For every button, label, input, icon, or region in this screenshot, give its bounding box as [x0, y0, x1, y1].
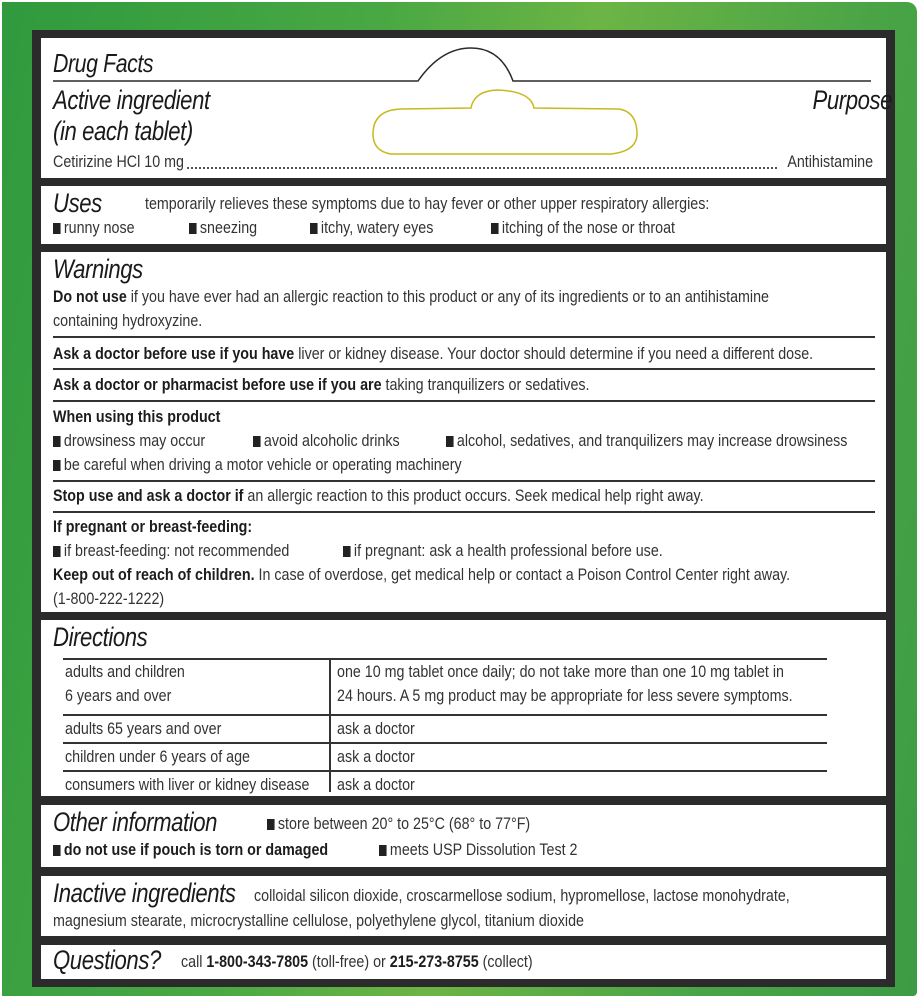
who-cell: consumers with liver or kidney disease: [65, 775, 310, 794]
stop-use-text: Stop use and ask a doctor if an allergic reaction to this product occurs. Seek medical help right away.: [53, 486, 704, 505]
uses-list: [53, 218, 873, 242]
tollfree-phone: 1-800-343-7805: [206, 952, 309, 971]
bullet-square-icon: [53, 436, 61, 447]
pregnant-item: if pregnant: ask a health professional before use.: [343, 541, 663, 561]
divider: [53, 400, 875, 402]
purpose-heading: Purpose: [812, 85, 892, 115]
questions-heading: Questions?: [53, 945, 161, 975]
uses-intro: temporarily relieves these symptoms due to hay fever or other upper respiratory allergies:: [145, 194, 710, 213]
divider: [53, 336, 875, 338]
warnings-heading: Warnings: [53, 254, 143, 284]
ask-doctor-text: Ask a doctor before use if you have liver or kidney disease. Your doctor should determine if you need a different dose.: [53, 344, 814, 363]
when-using-heading: When using this product: [53, 407, 221, 426]
table-row-rule: [63, 742, 827, 744]
divider: [53, 480, 875, 482]
when-using-item: alcohol, sedatives, and tranquilizers may increase drowsiness: [446, 431, 847, 451]
when-using-item: avoid alcoholic drinks: [253, 431, 400, 451]
other-info-heading: Other information: [53, 807, 218, 837]
table-row-rule: [63, 770, 827, 772]
bullet-square-icon: [53, 460, 61, 471]
package-background: [2, 2, 917, 996]
bullet-square-icon: [267, 819, 275, 830]
uses-item: itching of the nose or throat: [491, 218, 675, 238]
drug-facts-frame: [32, 30, 895, 987]
tablet-window-icon: [373, 90, 637, 154]
other-info-item: do not use if pouch is torn or damaged: [53, 840, 328, 860]
dose-cell-cont: 24 hours. A 5 mg product may be appropriate for less severe symptoms.: [337, 686, 793, 705]
pregnant-item: if breast-feeding: not recommended: [53, 541, 289, 561]
bullet-square-icon: [379, 845, 387, 856]
poison-control-phone: (1-800-222-1222): [53, 589, 165, 608]
dose-cell: ask a doctor: [337, 747, 415, 766]
leader-dots: [163, 167, 777, 169]
bullet-square-icon: [253, 436, 261, 447]
uses-heading: Uses: [53, 188, 102, 218]
inactive-ingredients-list-cont: magnesium stearate, microcrystalline cellulose, polyethylene glycol, titanium dioxide: [53, 911, 584, 930]
active-ingredient-heading: Active ingredient: [53, 85, 210, 115]
ingredient-purpose: Antihistamine: [787, 152, 873, 171]
when-using-item: be careful when driving a motor vehicle or operating machinery: [53, 455, 462, 475]
who-cell: adults 65 years and over: [65, 719, 222, 738]
when-using-item: drowsiness may occur: [53, 431, 205, 451]
do-not-use-text-cont: containing hydroxyzine.: [53, 311, 203, 330]
bullet-square-icon: [53, 845, 61, 856]
bullet-square-icon: [446, 436, 454, 447]
divider: [53, 368, 875, 370]
inactive-ingredients-list: colloidal silicon dioxide, croscarmellose sodium, hypromellose, lactose monohydrate,: [254, 886, 790, 905]
active-ingredient-subheading: (in each tablet): [53, 116, 193, 146]
ask-pharmacist-text: Ask a doctor or pharmacist before use if you are taking tranquilizers or sedatives.: [53, 375, 590, 394]
bullet-square-icon: [343, 546, 351, 557]
drug-facts-title: Drug Facts: [53, 48, 154, 78]
who-cell-cont: 6 years and over: [65, 686, 172, 705]
bullet-square-icon: [53, 546, 61, 557]
inactive-ingredients-panel: [41, 876, 886, 936]
other-info-item: meets USP Dissolution Test 2: [379, 840, 578, 860]
do-not-use-text: Do not use if you have ever had an allergic reaction to this product or any of its ingredients or to an antihistamine: [53, 287, 769, 306]
active-ingredient-panel: [41, 38, 892, 178]
who-cell: children under 6 years of age: [65, 747, 250, 766]
collect-phone: 215-273-8755: [389, 952, 479, 971]
table-top-rule: [63, 658, 827, 660]
uses-item: itchy, watery eyes: [310, 218, 433, 238]
bullet-square-icon: [491, 223, 499, 234]
bullet-square-icon: [189, 223, 197, 234]
bullet-square-icon: [310, 223, 318, 234]
other-info-panel: [41, 805, 886, 867]
ingredient-row: [53, 152, 873, 174]
directions-panel: [41, 620, 886, 796]
inactive-ingredients-heading: Inactive ingredients: [53, 878, 236, 908]
other-info-item: store between 20° to 25°C (68° to 77°F): [267, 814, 530, 834]
dose-cell: ask a doctor: [337, 719, 415, 738]
questions-contact: call 1-800-343-7805 (toll-free) or 215-273-8755 (collect): [181, 952, 533, 971]
table-row-rule: [63, 714, 827, 716]
uses-item: sneezing: [189, 218, 257, 238]
divider: [53, 511, 875, 513]
bullet-square-icon: [53, 223, 61, 234]
warnings-panel: [41, 252, 886, 612]
dose-cell: one 10 mg tablet once daily; do not take more than one 10 mg tablet in: [337, 662, 784, 681]
uses-panel: [41, 186, 886, 244]
pregnant-heading: If pregnant or breast-feeding:: [53, 517, 253, 536]
questions-panel: [41, 945, 886, 979]
uses-item: runny nose: [53, 218, 135, 238]
keep-out-text: Keep out of reach of children. In case of overdose, get medical help or contact a Poison Control Center right away.: [53, 565, 791, 584]
who-cell: adults and children: [65, 662, 185, 681]
directions-heading: Directions: [53, 622, 148, 652]
dose-cell: ask a doctor: [337, 775, 415, 794]
ingredient-name: Cetirizine HCl 10 mg: [53, 152, 184, 171]
